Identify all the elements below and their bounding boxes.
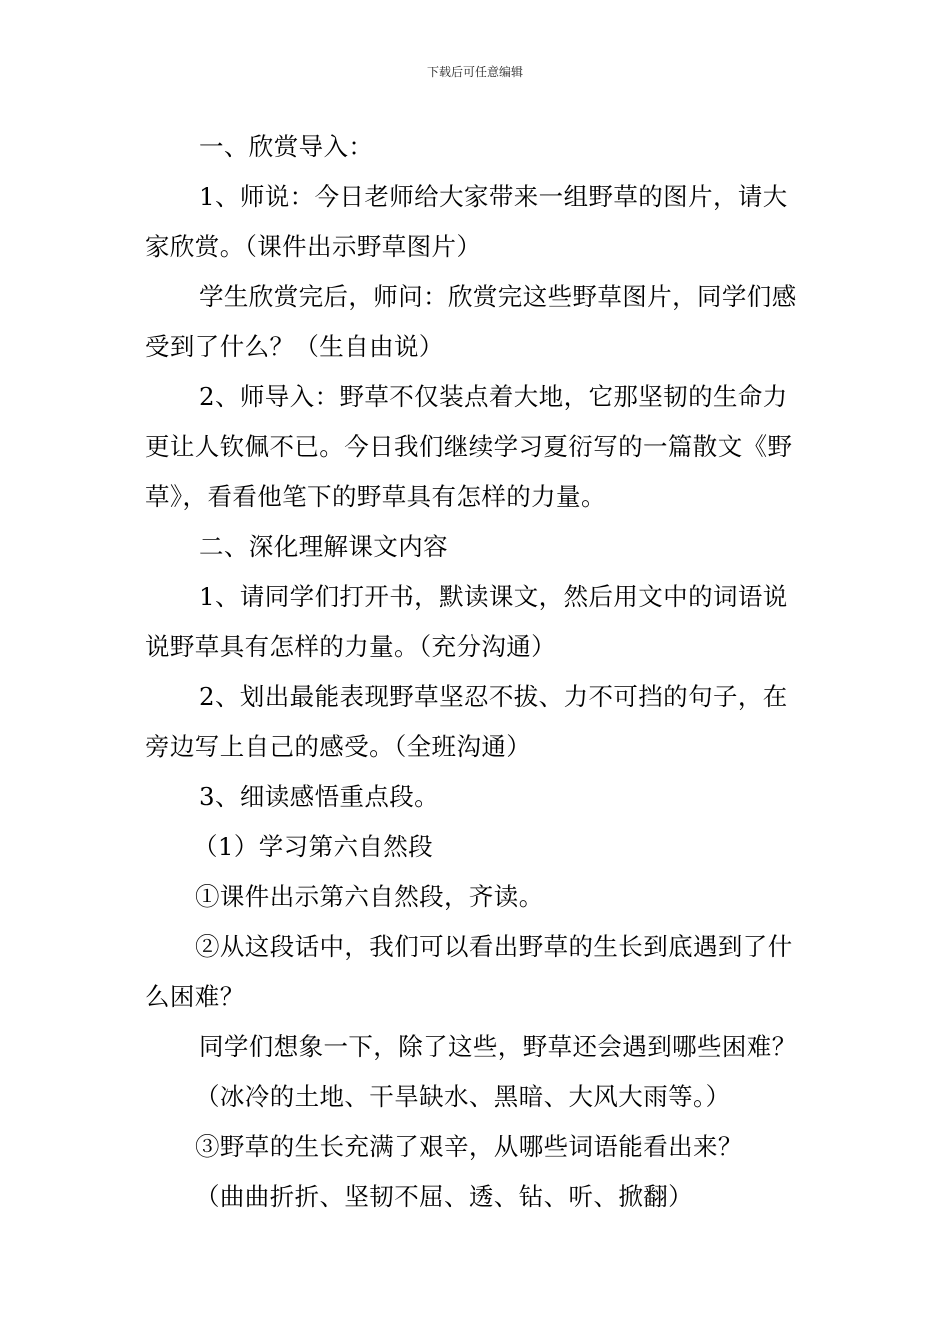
section-heading-deepen: 二、深化理解课文内容 bbox=[199, 532, 448, 561]
document-body bbox=[145, 122, 809, 1222]
subheading-paragraph-six: （1）学习第六自然段 bbox=[193, 832, 434, 861]
item-circle-2: ②从这段话中，我们可以看出野草的生长到底遇到了什么困难？ bbox=[145, 932, 793, 1011]
section-heading-appreciation: 一、欣赏导入： bbox=[199, 132, 374, 161]
paragraph-step-2: 2、划出最能表现野草坚忍不拔、力不可挡的句子，在旁边写上自己的感受。（全班沟通） bbox=[145, 682, 788, 761]
paragraph-student-appreciation: 学生欣赏完后，师问：欣赏完这些野草图片，同学们感受到了什么？（生自由说） bbox=[145, 282, 797, 361]
answer-difficulties: （冰冷的土地、干旱缺水、黑暗、大风大雨等。） bbox=[195, 1082, 731, 1111]
paragraph-step-3: 3、细读感悟重点段。 bbox=[199, 782, 440, 811]
paragraph-teacher-lead-in: 2、师导入：野草不仅装点着大地，它那坚韧的生命力更让人钦佩不已。今日我们继续学习夏衍写的一篇散文《野草》，看看他笔下的野草具有怎样的力量。 bbox=[145, 382, 793, 511]
page-header: 下载后可任意编辑 bbox=[426, 65, 523, 79]
paragraph-teacher-intro: 1、师说：今日老师给大家带来一组野草的图片，请大家欣赏。（课件出示野草图片） bbox=[145, 182, 788, 261]
paragraph-step-1: 1、请同学们打开书，默读课文，然后用文中的词语说说野草具有怎样的力量。（充分沟通） bbox=[145, 582, 788, 661]
item-circle-3: ③野草的生长充满了艰辛，从哪些词语能看出来？ bbox=[195, 1132, 743, 1161]
paragraph-imagine: 同学们想象一下，除了这些，野草还会遇到哪些困难？ bbox=[199, 1032, 797, 1061]
item-circle-1: ①课件出示第六自然段，齐读。 bbox=[195, 882, 544, 911]
answer-words: （曲曲折折、坚韧不屈、透、钻、听、掀翻） bbox=[195, 1182, 693, 1211]
